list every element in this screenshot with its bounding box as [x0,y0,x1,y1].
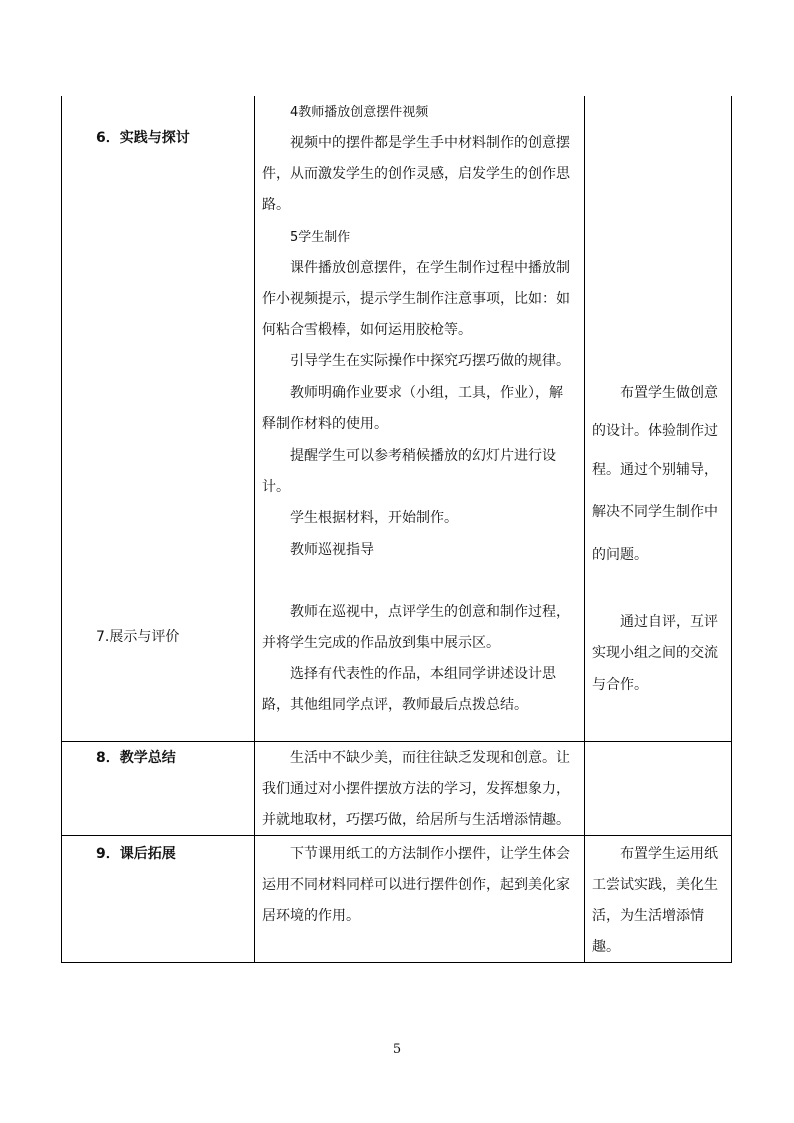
stage-label-display: 7.展示与评价 [96,629,180,645]
table-divider-1 [254,96,255,963]
content-line: 释制作材料的使用。 [262,416,388,432]
content-line: 选择有代表性的作品，本组同学讲述设计思 [290,666,556,682]
content-line: 5学生制作 [290,230,351,245]
content-line: 教师巡视指导 [290,542,374,558]
content-line: 下节课用纸工的方法制作小摆件，让学生体会 [290,846,570,862]
intent-line: 布置学生做创意 [620,385,718,401]
content-line: 教师在巡视中，点评学生的创意和制作过程， [290,604,570,620]
intent-line: 的设计。体验制作过 [592,423,718,439]
content-line: 件，从而激发学生的创作灵感，启发学生的创作思 [262,166,570,182]
intent-line: 工尝试实践，美化生 [592,877,718,893]
stage-label-summary: 8．教学总结 [96,750,176,766]
stage-label-extension: 9．课后拓展 [96,846,176,862]
stage-label-practice: 6．实践与探讨 [96,130,190,146]
intent-line: 的问题。 [592,547,648,563]
table-divider-2 [584,96,585,963]
content-line: 课件播放创意摆件，在学生制作过程中播放制 [290,260,570,276]
content-line: 作小视频提示，提示学生制作注意事项，比如：如 [262,291,570,307]
content-line: 计。 [262,479,290,495]
content-line: 提醒学生可以参考稍候播放的幻灯片进行设 [290,448,556,464]
table-border-left [61,96,62,963]
intent-line: 与合作。 [592,677,648,693]
content-line: 教师明确作业要求（小组，工具，作业），解 [290,385,563,401]
content-line: 路。 [262,197,290,213]
content-line: 视频中的摆件都是学生手中材料制作的创意摆 [290,135,570,151]
content-line: 学生根据材料，开始制作。 [290,510,458,526]
table-border-right [731,96,732,963]
content-line: 我们通过对小摆件摆放方法的学习，发挥想象力， [262,781,570,797]
intent-line: 布置学生运用纸 [620,846,718,862]
content-line: 生活中不缺少美，而往往缺乏发现和创意。让 [290,750,570,766]
content-line: 并将学生完成的作品放到集中展示区。 [262,635,500,651]
content-line: 4教师播放创意摆件视频 [290,105,429,120]
content-line: 何粘合雪椴棒，如何运用胶枪等。 [262,322,472,338]
intent-line: 实现小组之间的交流 [592,645,718,661]
row-divider-1 [61,741,732,742]
intent-line: 活，为生活增添情 [592,908,704,924]
page-number: 5 [392,1042,402,1057]
content-line: 居环境的作用。 [262,908,360,924]
content-line: 并就地取材，巧摆巧做，给居所与生活增添情趣。 [262,812,570,828]
intent-line: 趣。 [592,939,620,955]
intent-line: 通过自评，互评 [620,614,718,630]
intent-line: 程。通过个别辅导， [592,462,718,478]
content-line: 路，其他组同学点评，教师最后点拨总结。 [262,697,528,713]
content-line: 引导学生在实际操作中探究巧摆巧做的规律。 [290,353,570,369]
intent-line: 解决不同学生制作中 [592,504,718,520]
table-border-bottom [61,962,732,963]
content-line: 运用不同材料同样可以进行摆件创作，起到美化家 [262,877,570,893]
row-divider-2 [61,835,732,836]
